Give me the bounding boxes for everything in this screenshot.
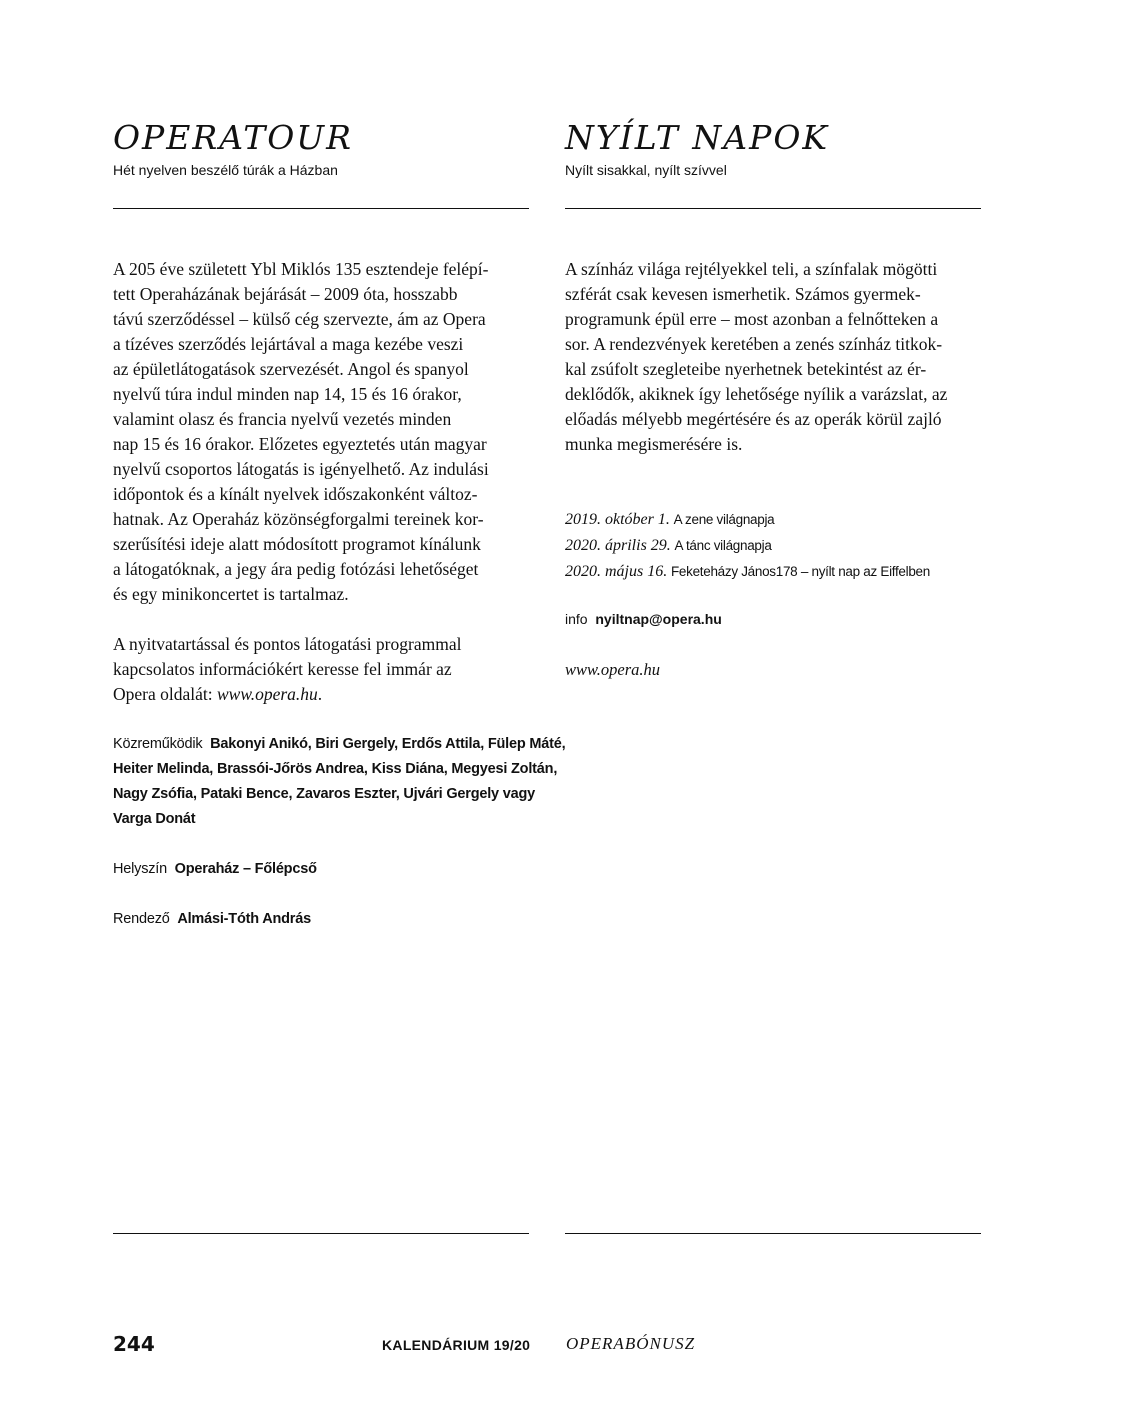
body-line: valamint olasz és francia nyelvű vezetés minden: [113, 409, 452, 429]
event-title: A zene világnapja: [673, 512, 775, 527]
event-item: [565, 507, 981, 533]
credit-line: [113, 907, 543, 932]
contributors-credit: [113, 732, 566, 832]
body-line: nap 15 és 16 órakor. Előzetes egyeztetés után magyar: [113, 434, 487, 454]
website-link[interactable]: www.opera.hu: [565, 660, 661, 679]
contributors-label: Közreműködik: [113, 736, 203, 752]
contributors-value: Varga Donát: [113, 811, 196, 827]
body-line: A színház világa rejtélyekkel teli, a színfalak mögötti: [565, 259, 938, 279]
body-line: távú szerződéssel – külső cég szervezte, ám az Opera: [113, 309, 486, 329]
operatour-body: [113, 257, 529, 607]
event-item: [565, 559, 981, 585]
body-line: előadás mélyebb megértésére és az operák körül zajló: [565, 409, 942, 429]
info-contact: [565, 607, 722, 632]
bottom-divider: [113, 1233, 529, 1234]
website-link[interactable]: www.opera.hu: [216, 684, 318, 704]
nyilt-napok-title: NYÍLT NAPOK: [565, 118, 830, 157]
event-item: [565, 533, 981, 559]
event-dates-list: [565, 507, 981, 585]
event-title: A tánc világnapja: [674, 538, 772, 553]
body-line: munka megismerésére is.: [565, 434, 743, 454]
operatour-subtitle: Hét nyelven beszélő túrák a Házban: [113, 162, 338, 178]
body-line: kapcsolatos információkért keresse fel immár az: [113, 659, 452, 679]
body-line: A nyitvatartással és pontos látogatási programmal: [113, 634, 462, 654]
venue-label: Helyszín: [113, 861, 167, 877]
nyilt-napok-body: [565, 257, 981, 457]
body-line: nyelvű túra indul minden nap 14, 15 és 16 órakor,: [113, 384, 462, 404]
section-name: OPERABÓNUSZ: [566, 1334, 696, 1353]
top-divider: [113, 208, 529, 209]
director-label: Rendező: [113, 911, 170, 927]
event-date: 2020. május 16.: [565, 563, 668, 580]
body-line: hatnak. Az Operaház közönségforgalmi tereinek kor-: [113, 509, 484, 529]
venue-value: Operaház – Főlépcső: [174, 861, 317, 877]
operatour-title: OPERATOUR: [113, 118, 353, 157]
credit-line: [113, 857, 543, 882]
event-date: 2020. április 29.: [565, 537, 671, 554]
top-divider: [565, 208, 981, 209]
body-line-prefix: Opera oldalát:: [113, 684, 217, 704]
body-line: tett Operaházának bejárását – 2009 óta, hosszabb: [113, 284, 458, 304]
body-line: a látogatóknak, a jegy ára pedig fotózási lehetőséget: [113, 559, 479, 579]
info-label: info: [565, 611, 588, 627]
credit-line: [113, 732, 566, 757]
body-line: A 205 éve született Ybl Miklós 135 esztendeje felépí-: [113, 259, 489, 279]
director-value: Almási-Tóth András: [177, 911, 311, 927]
publication-name: KALENDÁRIUM 19/20: [382, 1337, 531, 1353]
event-date: 2019. október 1.: [565, 511, 670, 528]
body-line: és egy minikoncertet is tartalmaz.: [113, 584, 349, 604]
operatour-info-paragraph: [113, 632, 529, 707]
event-title: Feketeházy János178 – nyílt nap az Eiffelben: [670, 564, 930, 579]
body-line: szerűsítési ideje alatt módosított programot kínálunk: [113, 534, 481, 554]
body-line: a tízéves szerződés lejártával a maga kezébe veszi: [113, 334, 464, 354]
body-line: programunk épül erre – most azonban a felnőtteken a: [565, 309, 939, 329]
info-email-link[interactable]: nyiltnap@opera.hu: [595, 611, 722, 627]
body-line-suffix: .: [317, 684, 323, 704]
body-line: időpontok és a kínált nyelvek időszakonként változ-: [113, 484, 478, 504]
body-line: [113, 682, 529, 707]
contributors-value: Heiter Melinda, Brassói-Jőrös Andrea, Kiss Diána, Megyesi Zoltán,: [113, 761, 558, 777]
nyilt-napok-subtitle: Nyílt sisakkal, nyílt szívvel: [565, 162, 727, 178]
contributors-value: Nagy Zsófia, Pataki Bence, Zavaros Eszter, Ujvári Gergely vagy: [113, 786, 535, 802]
director-credit: [113, 907, 543, 932]
page-number: 244: [113, 1332, 155, 1356]
venue-credit: [113, 857, 543, 882]
bottom-divider: [565, 1233, 981, 1234]
contributors-value: Bakonyi Anikó, Biri Gergely, Erdős Attila, Fülep Máté,: [210, 736, 566, 752]
body-line: az épületlátogatások szervezését. Angol és spanyol: [113, 359, 469, 379]
body-line: kal zsúfolt szegleteibe nyerhetnek betekintést az ér-: [565, 359, 927, 379]
body-line: szférát csak kevesen ismerhetik. Számos gyermek-: [565, 284, 921, 304]
body-line: deklődők, akiknek így lehetősége nyílik a varázslat, az: [565, 384, 948, 404]
body-line: nyelvű csoportos látogatás is igényelhető. Az indulási: [113, 459, 489, 479]
body-line: sor. A rendezvények keretében a zenés színház titkok-: [565, 334, 943, 354]
